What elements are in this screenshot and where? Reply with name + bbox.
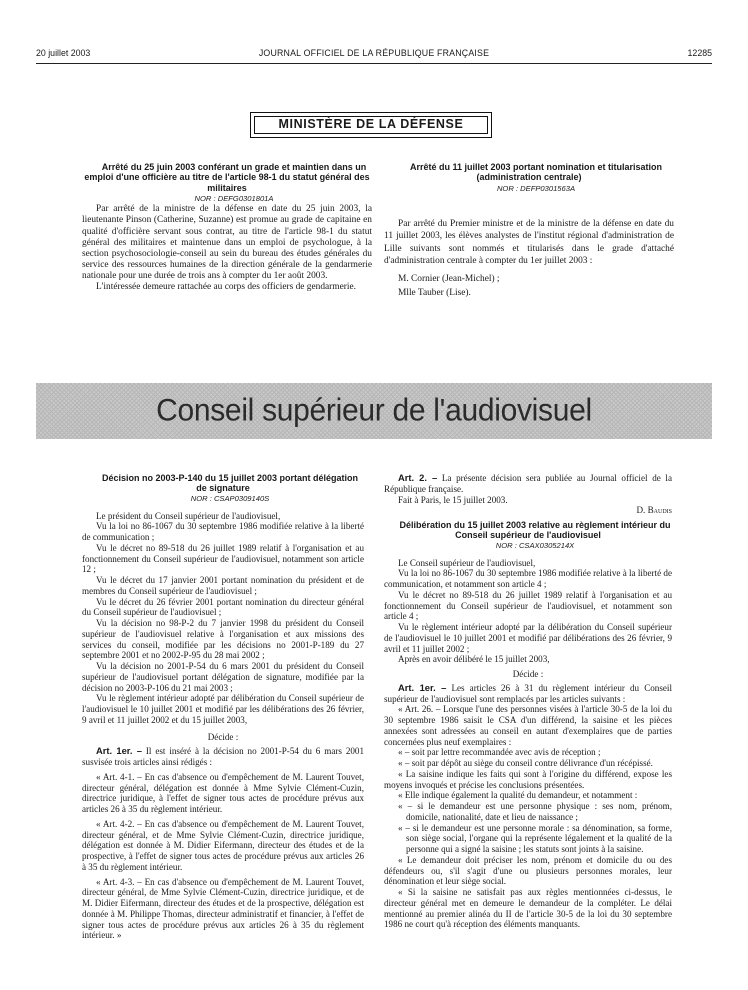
decision-done: Fait à Paris, le 15 juillet 2003. <box>398 494 508 505</box>
arrete-2-title: Arrêté du 11 juillet 2003 portant nomination et titularisation (administration centrale) <box>409 162 663 183</box>
arrete-2-para-1: Par arrêté du Premier ministre et de la ministre de la défense en date du 11 juillet 2003, les élèves analystes de l'institut régional d'administration de Lille suivants sont nommés et titularisés dans le grade d'attaché d'administration centrale à compter du 1er juillet 2003 : <box>384 218 674 267</box>
decision-signature: D. Baudis <box>636 505 672 516</box>
arrete-1-nor: NOR : DEFG0301801A <box>194 194 274 204</box>
header-page-number: 12285 <box>687 48 712 58</box>
decision-article-1: Art. 1er. – Il est inséré à la décision no 2001-P-54 du 6 mars 2001 susvisée trois articles ainsi rédigés : <box>82 745 365 768</box>
decision-para-2: Vu la loi no 86-1067 du 30 septembre 1986 modifiée relative à la liberté de communication ; <box>82 521 364 543</box>
decision-para-4: Vu le décret du 17 janvier 2001 portant nomination du président et de membres du Conseil supérieur de l'audiovisuel ; <box>82 575 364 596</box>
deliberation-nor: NOR : CSAX0305214X <box>495 540 575 550</box>
deliberation-list2-item-1: « – si le demandeur est une personne physique : ses nom, prénom, domicile, nationalité, date et lieu de naissance ; <box>398 801 672 822</box>
arrete-1-para-1: Par arrêté de la ministre de la défense en date du 25 juin 2003, la lieutenante Pinson (Catherine, Suzanne) est promue au grade de capitaine en qualité d'officière servant sous contrat, au titre de l'article 98-1 du statut général des militaires et maintenue dans un emploi de psychologue, à la section psychosociologie-conseil au sein du bureau des études générales du service des ressources humaines de la direction générale de la gendarmerie nationale pour une durée de trois ans à compter du 1er août 2003. <box>82 204 372 281</box>
decision-decide: Décide : <box>207 731 239 742</box>
deliberation-list1-item-1: « – soit par lettre recommandée avec avis de réception ; <box>398 747 601 758</box>
deliberation-list1-item-2: « – soit par dépôt au siège du conseil contre délivrance d'un récépissé. <box>398 758 653 769</box>
decision-para-7: Vu la décision no 2001-P-54 du 6 mars 2001 du président du Conseil supérieur de l'audiovisuel portant délégation de signature, modifiée par la décision no 2003-P-106 du 21 mai 2003 ; <box>82 661 364 693</box>
decision-article-2: Art. 2. – La présente décision sera publiée au Journal officiel de la République française. <box>384 472 672 494</box>
running-header <box>36 48 712 62</box>
deliberation-para-4: Vu le règlement intérieur adopté par la délibération du Conseil supérieur de l'audiovisuel le 10 juillet 2001 et modifié par délibérations des 26 février, 9 avril et 11 juillet 2002 ; <box>384 622 672 654</box>
deliberation-decide: Décide : <box>512 669 544 680</box>
decision-article-4-3: « Art. 4-3. – En cas d'absence ou d'empêchement de M. Laurent Touvet, directeur général, de Mme Sylvie Clément-Cuzin, directrice juridique, et de M. Didier Eifermann, directeur des études et de la prospective, délégation est donnée à M. Philippe Thomas, directeur administratif et financier, à l'effet de signer tous actes de procédure prévus aux articles 26 à 35 du règlement intérieur. » <box>82 876 364 941</box>
csa-section-banner <box>36 383 712 439</box>
deliberation-title: Délibération du 15 juillet 2003 relative au règlement intérieur du Conseil supérieur de l'audiovisuel <box>399 520 671 541</box>
decision-para-3: Vu le décret no 89-518 du 26 juillet 1989 relatif à l'organisation et au fonctionnement du Conseil supérieur de l'audiovisuel, notamment son article 12 ; <box>82 542 364 575</box>
deliberation-list2-item-2: « – si le demandeur est une personne morale : sa dénomination, sa forme, son siège social, l'organe qui la représente légalement et la qualité de la personne qui a signé la saisine ; les statuts sont joints à la saisine. <box>398 822 672 855</box>
arrete-2 <box>384 162 674 299</box>
deliberation-article-26: « Art. 26. – Lorsque l'une des personnes visées à l'article 30-5 de la loi du 30 septembre 1986 saisit le CSA d'un différend, la saisine et les pièces annexées sont adressées au conseil en autant d'exemplaires que de parties concernées plus neuf exemplaires : <box>384 704 672 747</box>
decision-para-1: Le président du Conseil supérieur de l'audiovisuel, <box>96 510 281 521</box>
decision-para-5: Vu le décret du 26 février 2001 portant nomination du directeur général du Conseil supérieur de l'audiovisuel ; <box>82 596 364 618</box>
deliberation-para-1: Le Conseil supérieur de l'audiovisuel, <box>398 557 536 568</box>
ministry-heading-box <box>250 112 492 138</box>
deliberation-para-5: Après en avoir délibéré le 15 juillet 2003, <box>398 654 550 665</box>
header-journal-title: JOURNAL OFFICIEL DE LA RÉPUBLIQUE FRANÇAISE <box>258 48 490 58</box>
decision-para-6: Vu la décision no 98-P-2 du 7 janvier 1998 du président du Conseil supérieur de l'audiovisuel relative à l'organisation et aux missions des services du conseil, modifiée par les décisions no 2001-P-189 du 27 septembre 2001 et no 2002-P-95 du 28 mai 2002 ; <box>82 618 364 661</box>
deliberation-para-2: Vu la loi no 86-1067 du 30 septembre 1986 modifiée relative à la liberté de communication, et notamment son article 4 ; <box>384 568 672 590</box>
ministry-heading: MINISTÈRE DE LA DÉFENSE <box>254 116 488 134</box>
deliberation-qualite: « Elle indique également la qualité du demandeur, et notamment : <box>398 790 638 801</box>
decision-title: Décision no 2003-P-140 du 15 juillet 2003 portant délégation de signature <box>101 473 359 494</box>
arrete-2-name-1: M. Cornier (Jean-Michel) ; <box>398 273 500 284</box>
deliberation-article-1: Art. 1er. – Les articles 26 à 31 du règlement intérieur du Conseil supérieur de l'audiovisuel sont remplacés par les articles suivants : <box>384 681 672 704</box>
deliberation-para-3: Vu le décret no 89-518 du 26 juillet 1989 relatif à l'organisation et au fonctionnement du Conseil supérieur de l'audiovisuel, et notamment son article 4 ; <box>384 589 672 622</box>
csa-banner-title: Conseil supérieur de l'audiovisuel <box>156 393 592 429</box>
arrete-1-para-2: L'intéressée demeure rattachée au corps des officiers de gendarmerie. <box>96 281 356 292</box>
right-column <box>384 473 672 930</box>
header-rule <box>36 63 712 64</box>
decision-article-4-1: « Art. 4-1. – En cas d'absence ou d'empêchement de M. Laurent Touvet, directeur général, délégation est donnée à Mme Sylvie Clément-Cuzin, directrice juridique, à l'effet de signer tous actes de procédure prévus aux articles 26 à 35 du règlement intérieur. <box>82 771 364 815</box>
arrete-1 <box>82 162 372 293</box>
decision-nor: NOR : CSAP0309140S <box>190 493 270 503</box>
decision-article-4-2: « Art. 4-2. – En cas d'absence ou d'empêchement de M. Laurent Touvet, directeur général, et de Mme Sylvie Clément-Cuzin, directrice juridique, délégation est donnée à M. Didier Eifermann, directeur des études et de la prospective, à l'effet de signer tous actes de procédure prévus aux articles 26 à 35 du règlement intérieur. <box>82 818 364 872</box>
decision-para-8: Vu le règlement intérieur adopté par délibération du Conseil supérieur de l'audiovisuel le 10 juillet 2001 et modifié par les délibérations des 26 février, 9 avril et 11 juillet 2002 et du 15 juillet 2003, <box>82 693 364 725</box>
arrete-1-title: Arrêté du 25 juin 2003 conférant un grade et maintien dans un emploi d'une officière au titre de l'article 98-1 du statut général des militaires <box>84 162 370 193</box>
deliberation-saisine: « La saisine indique les faits qui sont à l'origine du différend, expose les moyens invoqués et précise les conclusions présentées. <box>384 768 672 790</box>
arrete-2-nor: NOR : DEFP0301563A <box>496 183 576 193</box>
header-date: 20 juillet 2003 <box>36 48 91 58</box>
arrete-2-name-2: Mlle Tauber (Lise). <box>398 287 471 298</box>
decision-column <box>82 473 364 941</box>
deliberation-regles: « Si la saisine ne satisfait pas aux règles mentionnées ci-dessus, le directeur général met en demeure le demandeur de la compléter. Le délai mentionné au premier alinéa du II de l'article 30-5 de la loi du 30 septembre 1986 ne court qu'à réception des éléments manquants. <box>384 887 672 930</box>
deliberation-defendeur: « Le demandeur doit préciser les nom, prénom et domicile du ou des défendeurs ou, s'il s'agit d'une ou plusieurs personnes morales, leur dénomination et leur siège social. <box>384 854 672 887</box>
